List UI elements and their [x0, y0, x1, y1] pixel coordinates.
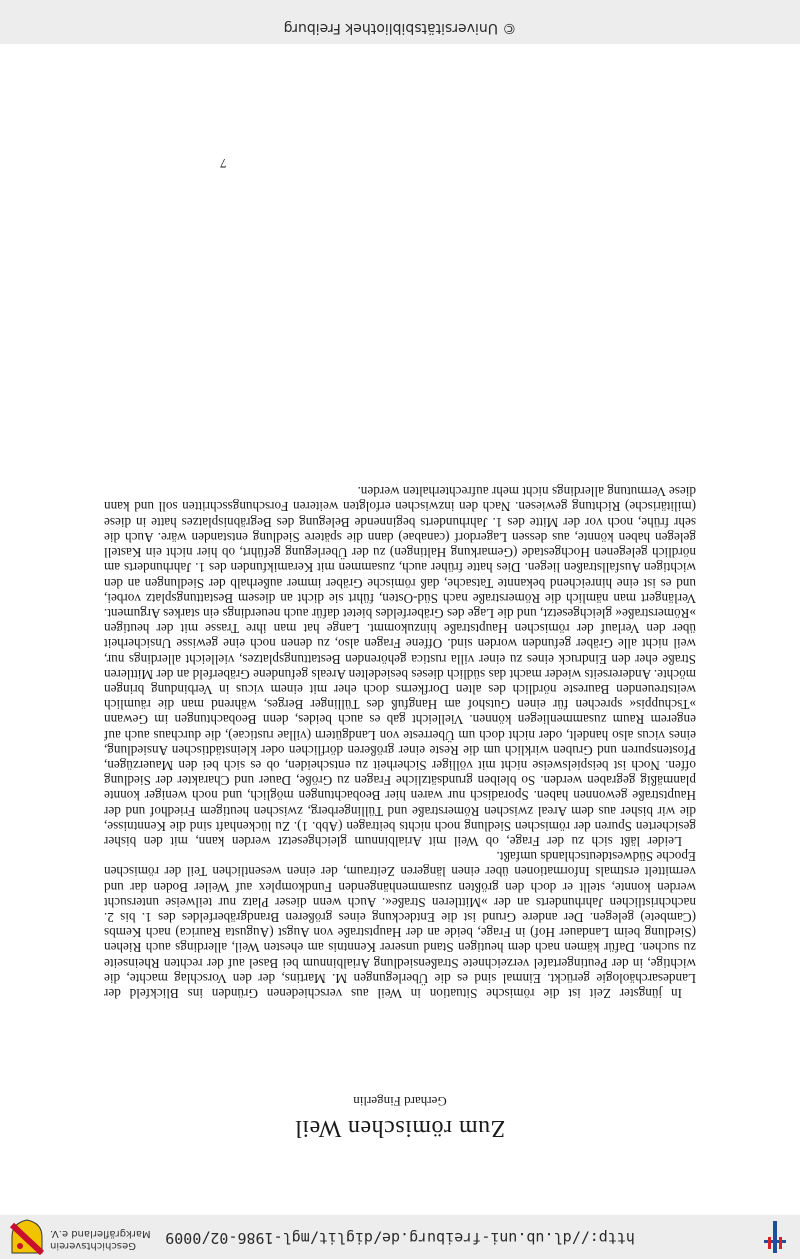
page-number: 7 — [220, 156, 227, 171]
society-coat-of-arms-icon — [10, 1219, 44, 1255]
article-author: Gerhard Fingerlin — [353, 1094, 447, 1109]
bottom-banner — [0, 0, 800, 44]
document-url[interactable]: http://dl.ub.uni-freiburg.de/diglit/mgl-1986-02/0009 — [165, 1229, 635, 1247]
top-banner — [0, 1215, 800, 1259]
society-name-line1: Geschichtsverein — [50, 1240, 136, 1251]
article-title: Zum römischen Weil — [294, 1115, 506, 1141]
bleed-through-text — [110, 1064, 690, 1075]
society-name — [50, 1227, 210, 1251]
article-body — [104, 484, 696, 1001]
copyright-notice: © Universitätsbibliothek Freiburg — [283, 20, 517, 36]
paragraph-1: In jüngster Zeit ist die römische Situation in Weil aus verschiedenen Gründen ins Blickfeld der Landesarchäologie gerückt. Einmal sind es die Überlegungen M. Martins, der den Vorschlag machte, die wichtige, in der Peutingertafel verzeichnete Straßensiedlung Arialbinnum bei Basel auf der rechten Rheinseite zu suchen. Dafür kämen nach dem heutigen Stand unserer Kenntnis am ehesten Weil, allerdings auch Riehen (Siedlung beim Landauer Hof) in Frage, beide an der Hauptstraße von Augst (Augusta Raurica) nach Kembs (Cambete) gelegen. Der andere Grund ist die Entdeckung eines größeren Brandgräberfeldes des 1. bis 2. nachchristlichen Jahrhunderts an der »Mittleren Straße«. Auch wenn dieser Platz nur teilweise untersucht werden konnte, stellt er doch den größten zusammenhängenden Fundkomplex auf Weiler Boden dar und vermittelt erstmals Informationen über einen längeren Zeitraum, der einen wesentlichen Teil der römischen Epoche Südwestdeutschlands umfaßt. — [104, 849, 696, 1001]
society-name-line2: Markgräflerland e.V. — [50, 1228, 151, 1239]
paragraph-2: Leider läßt sich zu der Frage, ob Weil mit Arialbinnum gleichgesetzt werden kann, mit den bisher gesicherten Spuren der römischen Siedlung noch nichts beitragen (Abb. 1). Zu lückenhaft sind die Kenntnisse, die wir bisher aus dem Areal zwischen Römerstraße und Tüllingerberg, zwischen heutigem Friedhof und der Hauptstraße gewonnen haben. Sporadisch nur waren hier Beobachtungen möglich, und noch weniger konnte planmäßig gegraben werden. So bleiben grundsätzliche Fragen zu Größe, Dauer und Charakter der Siedlung offen. Noch ist beispielsweise nicht mit völliger Sicherheit zu entscheiden, ob es sich bei den Mauerzügen, Pfostenspuren und Gruben wirklich um die Reste einer größeren dörflichen oder kleinstädtischen Ansiedlung, eines vicus also handelt, oder nicht doch um Überreste von Landgütern (villae rusticae), die durchaus auch auf engerem Raum zusammenliegen können. Vielleicht gab es auch beides, denn Beobachtungen im Gewann »Tschuppis« sprechen für einen Gutshof am Hangfuß des Tüllinger Berges, während man die räumlich weitstreuenden Baureste nördlich des alten Dorfkerns doch eher mit einem vicus in Verbindung bringen möchte. Andererseits wieder macht das südlich dieses besiedelten Areals gefundene Gräberfeld an der Mittleren Straße eher den Eindruck eines zu einer villa rustica gehörenden Bestattungsplatzes, vielleicht allerdings nur, weil nicht alle Gräber gefunden worden sind. Offene Fragen also, zu denen noch eine gewisse Unsicherheit über den Verlauf der römischen Hauptstraße hinzukommt. Lange hat man ihre Trasse mit der heutigen »Römerstraße« gleichgesetzt, und die Lage des Gräberfeldes bietet dafür auch neuerdings ein starkes Argument. Verlängert man nämlich die Römerstraße nach Süd-Osten, führt sie dicht an diesem Bestattungsplatz vorbei, und es ist eine hinreichend bekannte Tatsache, daß römische Gräber immer außerhalb der Siedlungen an den wichtigen Ausfallstraßen liegen. Dies hatte früher auch, zusammen mit Keramikfunden des 1. Jahrhunderts am nördlich gelegenen Hochgestade (Gemarkung Haltingen) zu der Überlegung geführt, ob hier nicht ein Kastell gelegen haben könnte, aus dessen Lagerdorf (canabae) dann die spätere Siedlung entstanden wäre. Auch die sehr frühe, noch vor der Mitte des 1. Jahrhunderts beginnende Belegung des Begräbnisplatzes hatte in diese (militärische) Richtung gewiesen. Nach den inzwischen erfolgten weiteren Forschungsschritten soll und kann diese Vermutung allerdings nicht mehr aufrechterhalten werden. — [104, 484, 696, 849]
